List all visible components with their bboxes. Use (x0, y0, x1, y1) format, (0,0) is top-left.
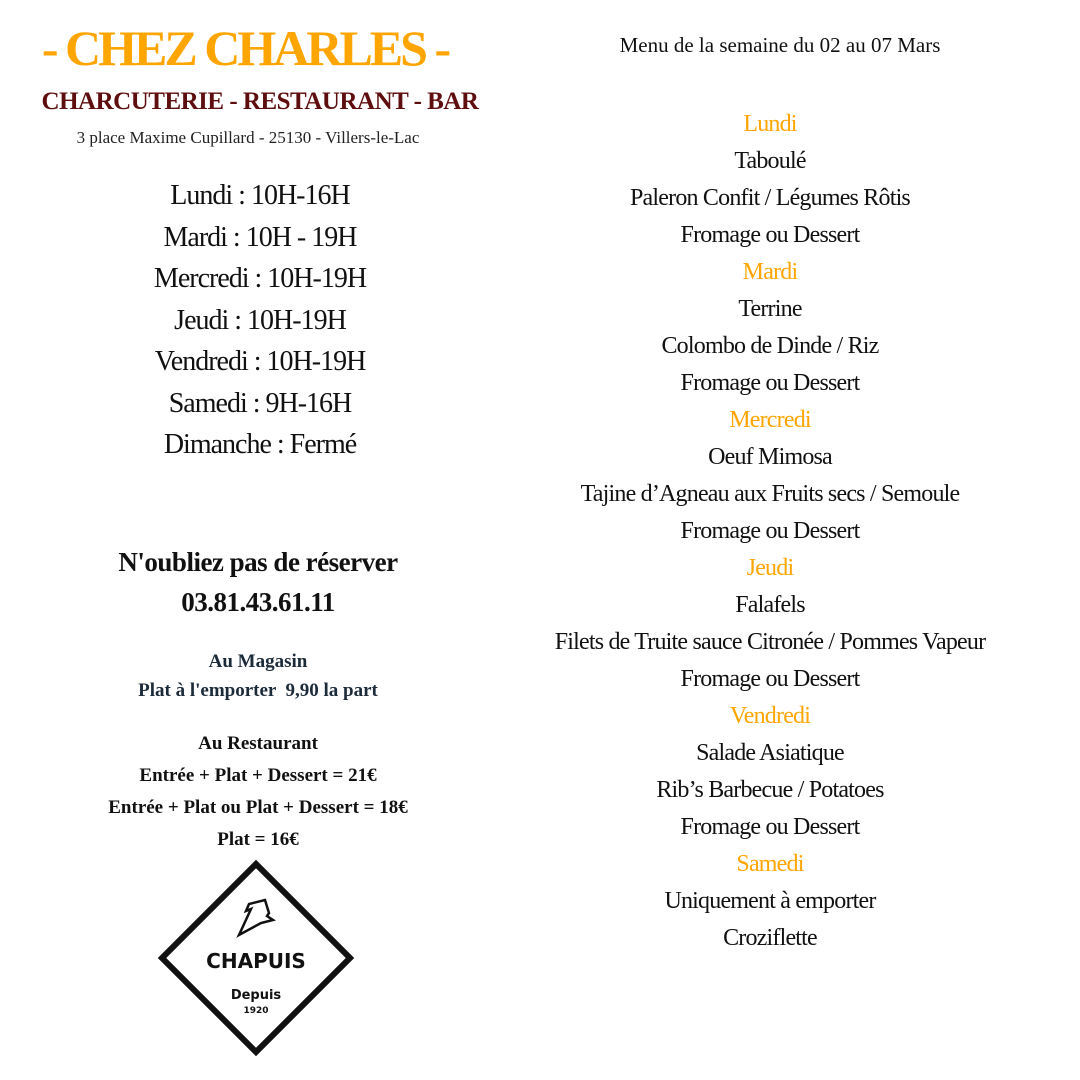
brand-title: - CHEZ CHARLES - (41, 20, 449, 76)
menu-item: Filets de Truite sauce Citronée / Pommes Vapeur (554, 629, 986, 655)
address: 3 place Maxime Cupillard - 25130 - Villers-le-Lac (76, 128, 420, 147)
phone-number: 03.81.43.61.11 (181, 587, 335, 617)
price-formula-full: Entrée + Plat + Dessert = 21€ (139, 765, 377, 786)
hours-row-mardi: Mardi : 10H - 19H (163, 221, 357, 253)
menu-item: Croziflette (723, 925, 817, 951)
magasin-block (0, 647, 516, 705)
menu-item: Fromage ou Dessert (680, 666, 860, 692)
hours-row-vendredi: Vendredi : 10H-19H (154, 346, 366, 377)
menu-item: Tajine d’Agneau aux Fruits secs / Semoule (580, 481, 960, 507)
weekly-menu (520, 106, 1020, 957)
menu-item: Fromage ou Dessert (680, 222, 860, 248)
restaurant-block (0, 728, 516, 856)
logo-name: CHAPUIS (206, 949, 306, 973)
price-plat: Plat = 16€ (217, 829, 299, 850)
restaurant-title: Au Restaurant (198, 733, 318, 754)
menu-day-mardi: Mardi (742, 259, 798, 285)
reservation-label: N'oubliez pas de réserver (118, 547, 398, 577)
menu-item: Falafels (735, 592, 805, 618)
weekly-menu-title: Menu de la semaine du 02 au 07 Mars (619, 33, 941, 57)
menu-item: Oeuf Mimosa (708, 444, 832, 470)
hours-row-samedi: Samedi : 9H-16H (168, 387, 352, 419)
hours-row-lundi: Lundi : 10H-16H (170, 180, 350, 211)
opening-hours (0, 175, 520, 466)
logo-year: 1920 (243, 1006, 269, 1016)
menu-day-samedi: Samedi (736, 851, 804, 877)
menu-item: Colombo de Dinde / Riz (661, 333, 879, 359)
right-column (520, 0, 1040, 1080)
hours-row-jeudi: Jeudi : 10H-19H (174, 304, 346, 336)
menu-item: Terrine (738, 296, 802, 322)
menu-day-mercredi: Mercredi (729, 407, 811, 433)
brand-subtitle: CHARCUTERIE - RESTAURANT - BAR (41, 88, 479, 115)
menu-item: Rib’s Barbecue / Potatoes (656, 777, 884, 803)
menu-item: Fromage ou Dessert (680, 370, 860, 396)
menu-item: Uniquement à emporter (664, 888, 876, 914)
menu-item: Salade Asiatique (696, 740, 844, 766)
left-column (0, 0, 520, 1080)
menu-item: Paleron Confit / Légumes Rôtis (630, 185, 910, 211)
menu-day-lundi: Lundi (743, 111, 797, 137)
menu-item: Taboulé (734, 148, 806, 174)
logo-depuis: Depuis (230, 988, 282, 1003)
price-formula-two: Entrée + Plat ou Plat + Dessert = 18€ (108, 797, 408, 818)
menu-day-vendredi: Vendredi (729, 703, 811, 729)
chapuis-logo (156, 858, 356, 1058)
reservation-block (0, 542, 516, 622)
menu-item: Fromage ou Dessert (680, 814, 860, 840)
menu-item: Fromage ou Dessert (680, 518, 860, 544)
hours-row-dimanche: Dimanche : Fermé (163, 429, 357, 460)
magasin-title: Au Magasin (208, 651, 308, 672)
hours-row-mercredi: Mercredi : 10H-19H (153, 263, 367, 294)
menu-day-jeudi: Jeudi (746, 555, 794, 581)
magasin-offer: Plat à l'emporter 9,90 la part (138, 680, 378, 701)
